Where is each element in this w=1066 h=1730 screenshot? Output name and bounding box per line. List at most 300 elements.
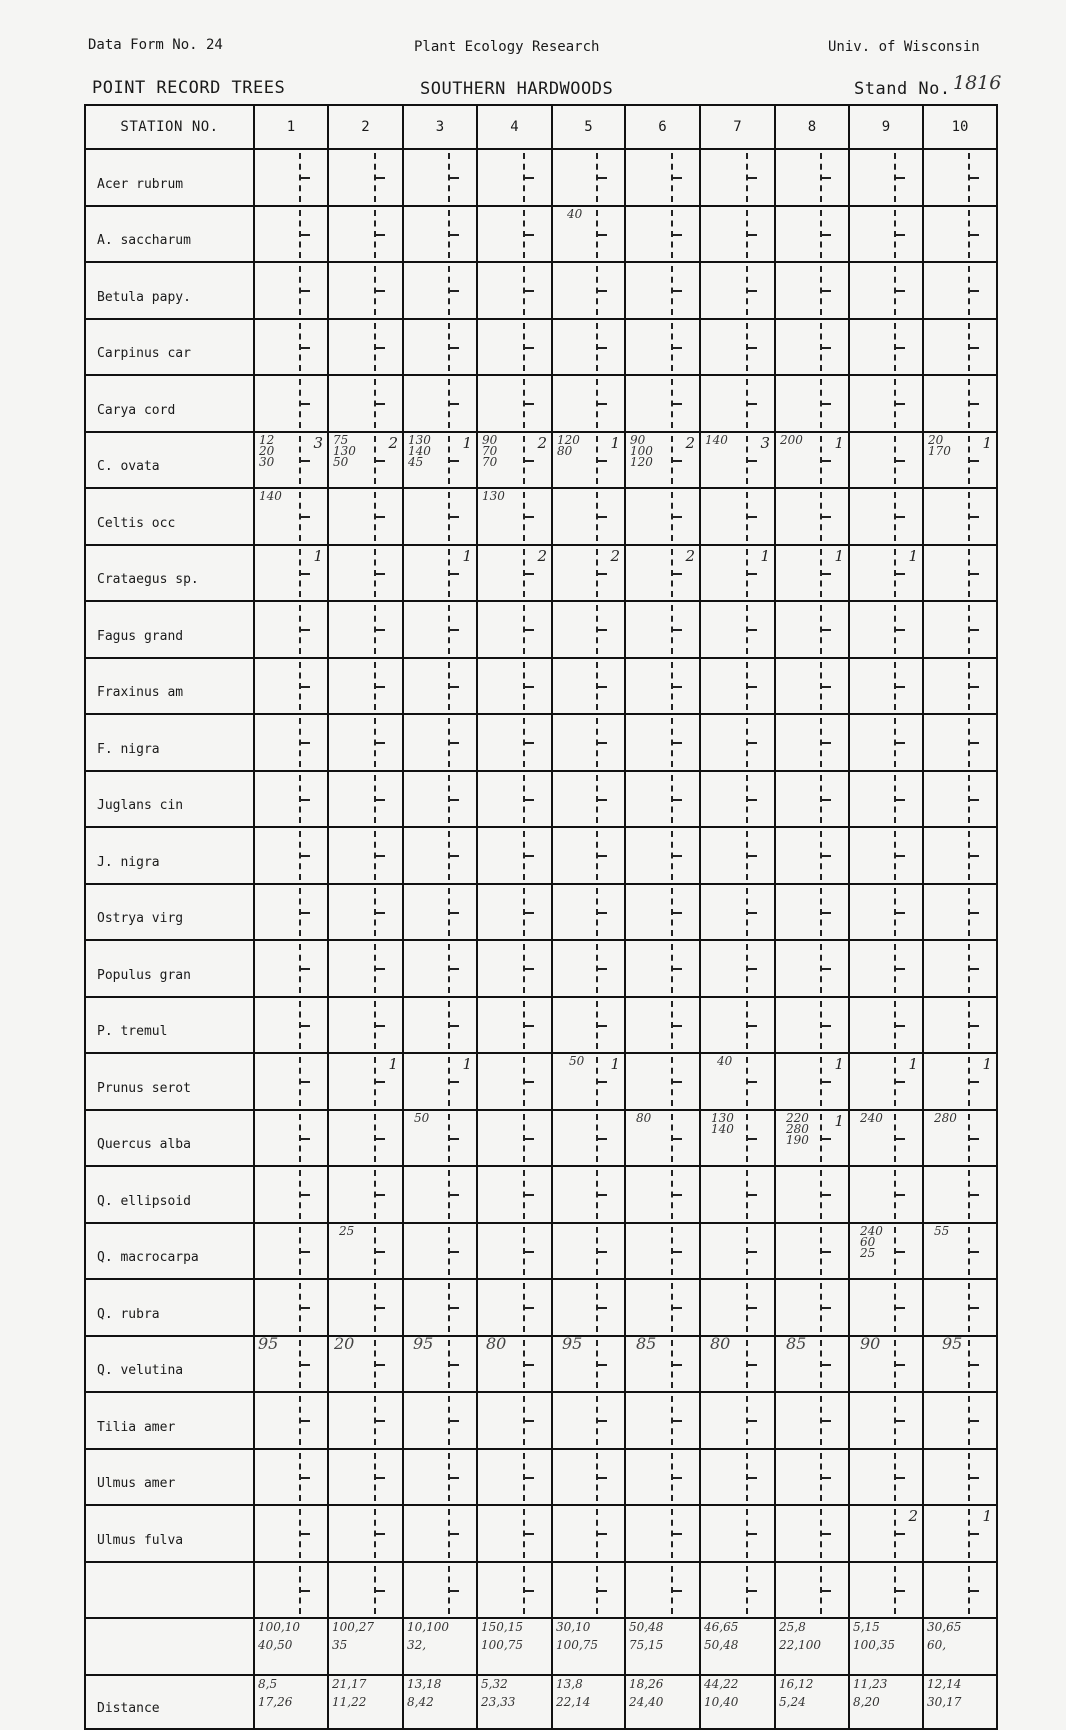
tally-cell[interactable] — [403, 714, 477, 771]
tally-cell[interactable] — [849, 658, 923, 715]
station-number: 10 — [923, 105, 997, 149]
tally-cell[interactable] — [254, 601, 328, 658]
tally-cell[interactable] — [477, 884, 552, 941]
tally-cell[interactable] — [254, 319, 328, 376]
tally-cell[interactable] — [552, 1223, 625, 1280]
tally-cell[interactable] — [254, 1562, 328, 1619]
tally-cell[interactable] — [552, 206, 625, 263]
tally-divider — [523, 715, 535, 770]
tally-cell[interactable] — [254, 206, 328, 263]
tally-cell[interactable] — [552, 714, 625, 771]
tally-cell[interactable] — [923, 1505, 997, 1562]
tally-cell[interactable] — [328, 375, 403, 432]
tally-cell[interactable] — [923, 884, 997, 941]
tally-cell[interactable] — [403, 1392, 477, 1449]
tally-cell[interactable] — [700, 1053, 775, 1110]
tally-cell[interactable] — [328, 1562, 403, 1619]
tally-cell[interactable] — [849, 432, 923, 489]
tally-cell[interactable] — [477, 997, 552, 1054]
tally-cell[interactable] — [923, 1279, 997, 1336]
tally-cell[interactable] — [328, 545, 403, 602]
tally-cell[interactable] — [254, 488, 328, 545]
tally-cell[interactable] — [254, 262, 328, 319]
tally-cell[interactable] — [923, 1562, 997, 1619]
form-title: POINT RECORD TREES — [92, 78, 286, 98]
tally-cell[interactable] — [477, 1223, 552, 1280]
tally-cell[interactable] — [552, 601, 625, 658]
tally-cell[interactable] — [552, 1562, 625, 1619]
tally-cell[interactable] — [700, 658, 775, 715]
tally-cell[interactable] — [700, 1110, 775, 1167]
tally-cell[interactable] — [775, 1505, 849, 1562]
azimuth-cell[interactable] — [775, 1618, 849, 1675]
distance-cell[interactable] — [923, 1675, 997, 1729]
tally-cell[interactable] — [923, 1223, 997, 1280]
tally-cell[interactable] — [923, 545, 997, 602]
tally-cell[interactable] — [625, 1053, 700, 1110]
azimuth-value: 100,75 — [556, 1638, 598, 1652]
tally-cell[interactable] — [700, 714, 775, 771]
tally-cell[interactable] — [625, 1166, 700, 1223]
tally-cell[interactable] — [625, 432, 700, 489]
tally-cell[interactable] — [849, 1053, 923, 1110]
tally-cell[interactable] — [477, 432, 552, 489]
tally-cell[interactable] — [923, 827, 997, 884]
tally-cell[interactable] — [625, 1110, 700, 1167]
tally-cell[interactable] — [552, 262, 625, 319]
tally-cell[interactable] — [328, 884, 403, 941]
tally-cell[interactable] — [923, 488, 997, 545]
tally-cell[interactable] — [775, 149, 849, 206]
tally-cell[interactable] — [775, 375, 849, 432]
tally-cell[interactable] — [625, 206, 700, 263]
tally-cell[interactable] — [700, 1166, 775, 1223]
tally-cell[interactable] — [923, 375, 997, 432]
tally-cell[interactable] — [552, 1110, 625, 1167]
tally-cell[interactable] — [923, 1053, 997, 1110]
tally-cell[interactable] — [775, 432, 849, 489]
distance-value: 11,23 — [853, 1676, 888, 1691]
tally-cell[interactable] — [700, 319, 775, 376]
tally-cell[interactable] — [552, 375, 625, 432]
tally-cell[interactable] — [849, 827, 923, 884]
tally-cell[interactable] — [625, 149, 700, 206]
azimuth-cell[interactable] — [625, 1618, 700, 1675]
tally-cell[interactable] — [254, 940, 328, 997]
tally-cell[interactable] — [625, 262, 700, 319]
tally-cell[interactable] — [849, 488, 923, 545]
tally-cell[interactable] — [625, 1392, 700, 1449]
tally-cell[interactable] — [849, 1392, 923, 1449]
tally-cell[interactable] — [403, 658, 477, 715]
tally-cell[interactable] — [923, 262, 997, 319]
tally-cell[interactable] — [328, 714, 403, 771]
tally-divider — [894, 1450, 906, 1505]
tally-cell[interactable] — [477, 658, 552, 715]
azimuth-cell[interactable] — [254, 1618, 328, 1675]
tally-cell[interactable] — [552, 149, 625, 206]
tally-cell[interactable] — [625, 1279, 700, 1336]
tally-cell[interactable] — [328, 488, 403, 545]
tally-cell[interactable] — [477, 262, 552, 319]
tally-cell[interactable] — [700, 1449, 775, 1506]
azimuth-cell[interactable] — [923, 1618, 997, 1675]
tally-divider — [448, 998, 460, 1053]
tally-cell[interactable] — [625, 771, 700, 828]
tally-cell[interactable] — [254, 1110, 328, 1167]
handwritten-value: 130 140 45 — [408, 432, 431, 469]
tally-cell[interactable] — [254, 1053, 328, 1110]
tally-cell[interactable] — [254, 432, 328, 489]
tally-cell[interactable] — [477, 206, 552, 263]
tally-cell[interactable] — [923, 432, 997, 489]
tally-cell[interactable] — [328, 319, 403, 376]
azimuth-cell[interactable] — [700, 1618, 775, 1675]
tally-cell[interactable] — [403, 1223, 477, 1280]
tally-cell[interactable] — [700, 997, 775, 1054]
tally-cell[interactable] — [700, 601, 775, 658]
tally-cell[interactable] — [849, 601, 923, 658]
tally-cell[interactable] — [403, 262, 477, 319]
tally-cell[interactable] — [700, 1279, 775, 1336]
tally-cell[interactable] — [254, 658, 328, 715]
tally-cell[interactable] — [625, 1223, 700, 1280]
tally-cell[interactable] — [328, 149, 403, 206]
tally-cell[interactable] — [254, 1279, 328, 1336]
tally-cell[interactable] — [403, 1166, 477, 1223]
tally-cell[interactable] — [477, 940, 552, 997]
distance-cell[interactable] — [328, 1675, 403, 1729]
tally-cell[interactable] — [625, 658, 700, 715]
tally-cell[interactable] — [923, 997, 997, 1054]
tally-cell[interactable] — [700, 827, 775, 884]
tally-cell[interactable] — [403, 940, 477, 997]
tally-cell[interactable] — [849, 545, 923, 602]
tally-cell[interactable] — [552, 1053, 625, 1110]
tally-cell[interactable] — [923, 658, 997, 715]
tally-cell[interactable] — [775, 658, 849, 715]
tally-cell[interactable] — [700, 940, 775, 997]
tally-cell[interactable] — [849, 884, 923, 941]
tally-cell[interactable] — [700, 545, 775, 602]
azimuth-cell[interactable] — [328, 1618, 403, 1675]
tally-cell[interactable] — [403, 375, 477, 432]
tally-cell[interactable] — [552, 997, 625, 1054]
tally-cell[interactable] — [403, 319, 477, 376]
tally-cell[interactable] — [700, 771, 775, 828]
tally-cell[interactable] — [328, 1110, 403, 1167]
tally-cell[interactable] — [700, 375, 775, 432]
tally-cell[interactable] — [328, 1279, 403, 1336]
tally-cell[interactable] — [254, 1505, 328, 1562]
tally-cell[interactable] — [254, 545, 328, 602]
tally-cell[interactable] — [477, 1505, 552, 1562]
tally-cell[interactable] — [775, 206, 849, 263]
tally-cell[interactable] — [477, 1053, 552, 1110]
tally-cell[interactable] — [923, 1449, 997, 1506]
tally-cell[interactable] — [328, 1053, 403, 1110]
tally-cell[interactable] — [700, 206, 775, 263]
tally-cell[interactable] — [477, 1279, 552, 1336]
tally-cell[interactable] — [403, 1279, 477, 1336]
tally-cell[interactable] — [328, 432, 403, 489]
tally-cell[interactable] — [254, 884, 328, 941]
tally-cell[interactable] — [849, 206, 923, 263]
tally-cell[interactable] — [477, 1166, 552, 1223]
tally-cell[interactable] — [700, 1223, 775, 1280]
tally-cell[interactable] — [403, 1110, 477, 1167]
tally-cell[interactable] — [328, 601, 403, 658]
column-total: 95 — [942, 1334, 963, 1353]
distance-cell[interactable] — [775, 1675, 849, 1729]
tally-cell[interactable] — [700, 488, 775, 545]
tally-cell[interactable] — [328, 658, 403, 715]
tally-count: 1 — [982, 433, 992, 452]
tally-cell[interactable] — [552, 1392, 625, 1449]
tally-cell[interactable] — [328, 206, 403, 263]
tally-cell[interactable] — [328, 771, 403, 828]
tally-cell[interactable] — [477, 1110, 552, 1167]
tally-cell[interactable] — [477, 488, 552, 545]
tally-cell[interactable] — [700, 432, 775, 489]
tally-cell[interactable] — [403, 601, 477, 658]
tally-cell[interactable] — [775, 997, 849, 1054]
tally-cell[interactable] — [552, 432, 625, 489]
tally-cell[interactable] — [775, 1449, 849, 1506]
tally-cell[interactable] — [552, 1166, 625, 1223]
tally-cell[interactable] — [923, 601, 997, 658]
tally-cell[interactable] — [403, 884, 477, 941]
tally-cell[interactable] — [923, 149, 997, 206]
tally-cell[interactable] — [625, 319, 700, 376]
tally-cell[interactable] — [923, 1110, 997, 1167]
tally-cell[interactable] — [849, 375, 923, 432]
tally-cell[interactable] — [849, 262, 923, 319]
tally-cell[interactable] — [552, 319, 625, 376]
tally-cell[interactable] — [477, 1449, 552, 1506]
tally-cell[interactable] — [923, 206, 997, 263]
tally-cell[interactable] — [700, 1505, 775, 1562]
tally-divider — [968, 941, 980, 996]
tally-cell[interactable] — [552, 488, 625, 545]
distance-cell[interactable] — [700, 1675, 775, 1729]
tally-cell[interactable] — [403, 488, 477, 545]
tally-cell[interactable] — [700, 149, 775, 206]
tally-cell[interactable] — [849, 1505, 923, 1562]
tally-divider — [448, 1054, 460, 1109]
tally-cell[interactable] — [849, 1110, 923, 1167]
tally-cell[interactable] — [849, 1279, 923, 1336]
tally-cell[interactable] — [552, 1505, 625, 1562]
tally-cell[interactable] — [775, 1110, 849, 1167]
tally-cell[interactable] — [700, 884, 775, 941]
tally-cell[interactable] — [625, 601, 700, 658]
tally-cell[interactable] — [328, 1223, 403, 1280]
tally-cell[interactable] — [403, 771, 477, 828]
tally-cell[interactable] — [552, 771, 625, 828]
tally-cell[interactable] — [775, 601, 849, 658]
distance-cell[interactable] — [552, 1675, 625, 1729]
tally-cell[interactable] — [403, 827, 477, 884]
tally-cell[interactable] — [552, 884, 625, 941]
tally-cell[interactable] — [403, 149, 477, 206]
tally-cell[interactable] — [552, 658, 625, 715]
tally-cell[interactable] — [328, 1392, 403, 1449]
distance-cell[interactable] — [625, 1675, 700, 1729]
distance-cell[interactable] — [403, 1675, 477, 1729]
tally-cell[interactable] — [700, 1562, 775, 1619]
azimuth-cell[interactable] — [552, 1618, 625, 1675]
tally-cell[interactable] — [775, 884, 849, 941]
species-row — [85, 1392, 997, 1449]
tally-cell[interactable] — [403, 206, 477, 263]
tally-cell[interactable] — [477, 827, 552, 884]
tally-cell[interactable] — [477, 545, 552, 602]
tally-cell[interactable] — [625, 375, 700, 432]
tally-cell[interactable] — [477, 319, 552, 376]
tally-cell[interactable] — [775, 1223, 849, 1280]
tally-cell[interactable] — [254, 714, 328, 771]
tally-cell[interactable] — [552, 1279, 625, 1336]
tally-cell[interactable] — [775, 545, 849, 602]
tally-cell[interactable] — [328, 1505, 403, 1562]
tally-cell[interactable] — [775, 1166, 849, 1223]
tally-cell[interactable] — [254, 375, 328, 432]
tally-cell[interactable] — [403, 432, 477, 489]
tally-divider — [374, 207, 386, 262]
tally-divider — [746, 207, 758, 262]
tally-cell[interactable] — [477, 601, 552, 658]
tally-cell[interactable] — [328, 262, 403, 319]
tally-divider — [671, 772, 683, 827]
tally-cell[interactable] — [625, 714, 700, 771]
tally-cell[interactable] — [700, 1392, 775, 1449]
tally-cell[interactable] — [923, 714, 997, 771]
tally-cell[interactable] — [477, 375, 552, 432]
tally-cell[interactable] — [403, 997, 477, 1054]
tally-cell[interactable] — [328, 827, 403, 884]
tally-cell[interactable] — [477, 771, 552, 828]
azimuth-row — [85, 1618, 997, 1675]
tally-cell[interactable] — [477, 714, 552, 771]
tally-cell[interactable] — [775, 940, 849, 997]
tally-cell[interactable] — [625, 997, 700, 1054]
tally-cell[interactable] — [923, 771, 997, 828]
tally-cell[interactable] — [625, 488, 700, 545]
tally-cell[interactable] — [849, 997, 923, 1054]
tally-cell[interactable] — [849, 714, 923, 771]
tally-cell[interactable] — [775, 1562, 849, 1619]
tally-cell[interactable] — [849, 319, 923, 376]
distance-cell[interactable] — [254, 1675, 328, 1729]
tally-cell[interactable] — [254, 827, 328, 884]
tally-cell[interactable] — [700, 262, 775, 319]
tally-cell[interactable] — [625, 940, 700, 997]
tally-cell[interactable] — [403, 1505, 477, 1562]
tally-cell[interactable] — [403, 1053, 477, 1110]
azimuth-cell[interactable] — [403, 1618, 477, 1675]
tally-cell[interactable] — [849, 1449, 923, 1506]
tally-cell[interactable] — [477, 1562, 552, 1619]
tally-cell[interactable] — [775, 1053, 849, 1110]
tally-cell[interactable] — [849, 149, 923, 206]
tally-cell[interactable] — [775, 488, 849, 545]
tally-cell[interactable] — [775, 714, 849, 771]
tally-divider — [523, 1224, 535, 1279]
tally-cell[interactable] — [254, 1223, 328, 1280]
tally-divider — [968, 489, 980, 544]
tally-cell[interactable] — [849, 940, 923, 997]
tally-cell[interactable] — [254, 771, 328, 828]
tally-cell[interactable] — [328, 1449, 403, 1506]
tally-cell[interactable] — [775, 1279, 849, 1336]
tally-cell[interactable] — [849, 1166, 923, 1223]
tally-cell[interactable] — [849, 771, 923, 828]
tally-cell[interactable] — [328, 1166, 403, 1223]
distance-cell[interactable] — [477, 1675, 552, 1729]
tally-divider — [968, 150, 980, 205]
tally-cell[interactable] — [775, 1392, 849, 1449]
azimuth-cell[interactable] — [477, 1618, 552, 1675]
tally-cell[interactable] — [552, 1449, 625, 1506]
tally-cell[interactable] — [625, 827, 700, 884]
tally-cell[interactable] — [328, 997, 403, 1054]
tally-cell[interactable] — [552, 940, 625, 997]
tally-cell[interactable] — [923, 1392, 997, 1449]
tally-cell[interactable] — [552, 827, 625, 884]
tally-cell[interactable] — [775, 771, 849, 828]
tally-divider — [299, 489, 311, 544]
tally-cell[interactable] — [625, 884, 700, 941]
tally-divider — [374, 998, 386, 1053]
tally-divider — [448, 1393, 460, 1448]
tally-cell[interactable] — [403, 1449, 477, 1506]
tally-cell[interactable] — [403, 545, 477, 602]
tally-cell[interactable] — [849, 1223, 923, 1280]
tally-cell[interactable] — [775, 319, 849, 376]
tally-cell[interactable] — [625, 545, 700, 602]
tally-cell[interactable] — [254, 997, 328, 1054]
tally-cell[interactable] — [625, 1505, 700, 1562]
species-row — [85, 432, 997, 489]
tally-divider — [671, 376, 683, 431]
species-row — [85, 997, 997, 1054]
tally-cell[interactable] — [477, 149, 552, 206]
tally-divider — [596, 207, 608, 262]
tally-cell[interactable] — [923, 1166, 997, 1223]
tally-cell[interactable] — [552, 545, 625, 602]
tally-cell[interactable] — [625, 1449, 700, 1506]
tally-cell[interactable] — [403, 1562, 477, 1619]
tally-cell[interactable] — [923, 319, 997, 376]
distance-cell[interactable] — [849, 1675, 923, 1729]
tally-cell[interactable] — [254, 1166, 328, 1223]
species-label: Tilia amer — [85, 1392, 254, 1449]
tally-cell[interactable] — [254, 1449, 328, 1506]
tally-cell[interactable] — [625, 1562, 700, 1619]
tally-cell[interactable] — [254, 149, 328, 206]
tally-cell[interactable] — [775, 262, 849, 319]
tally-cell[interactable] — [775, 827, 849, 884]
tally-cell[interactable] — [477, 1392, 552, 1449]
tally-cell[interactable] — [849, 1562, 923, 1619]
tally-cell[interactable] — [923, 940, 997, 997]
azimuth-cell[interactable] — [849, 1618, 923, 1675]
tally-cell[interactable] — [328, 940, 403, 997]
tally-cell[interactable] — [254, 1392, 328, 1449]
tally-divider — [671, 941, 683, 996]
tally-count: 1 — [388, 1055, 398, 1073]
